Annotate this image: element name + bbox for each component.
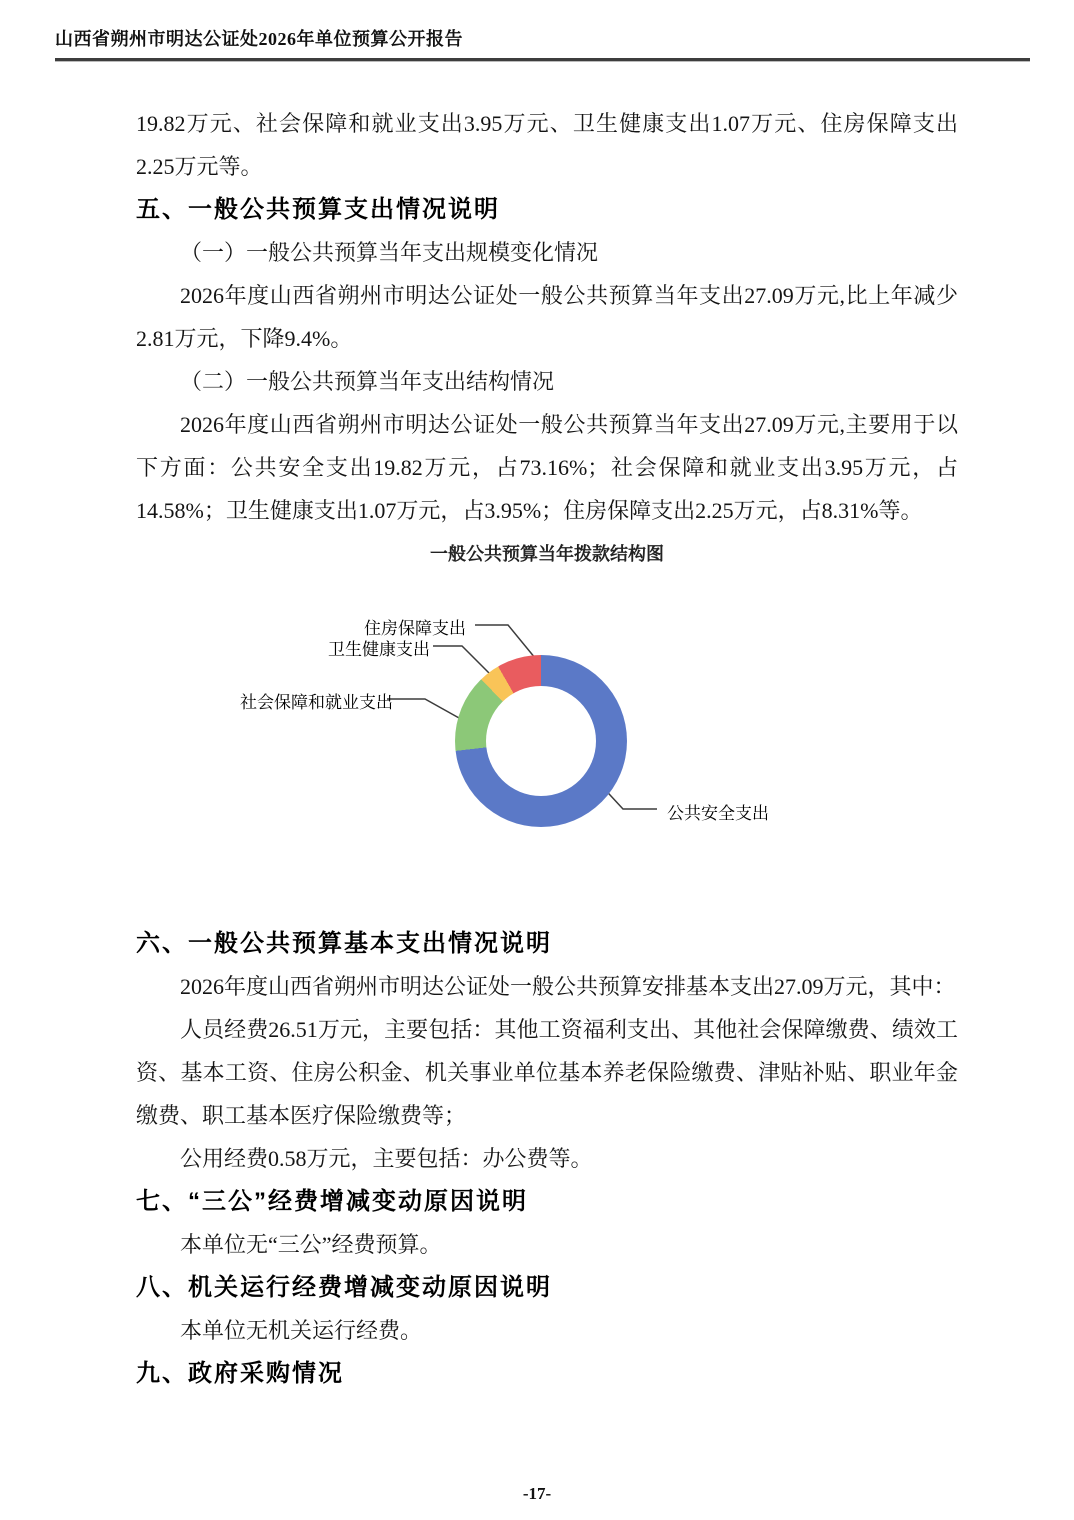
chart-label-housing: 住房保障支出 <box>364 619 466 638</box>
donut-ring <box>455 655 627 827</box>
document-header-title: 山西省朔州市明达公证处2026年单位预算公开报告 <box>55 29 463 49</box>
heading-section-8: 八、机关运行经费增减变动原因说明 <box>136 1274 552 1301</box>
paragraph-5-1: 2026年度山西省朔州市明达公证处一般公共预算当年支出27.09万元,比上年减少2.81万元，下降9.4%。 <box>136 283 958 351</box>
paragraph-8-1: 本单位无机关运行经费。 <box>180 1318 423 1343</box>
page-header <box>0 0 1074 62</box>
paragraph-6-1: 2026年度山西省朔州市明达公证处一般公共预算安排基本支出27.09万元，其中： <box>180 974 956 999</box>
paragraph-6-3: 公用经费0.58万元，主要包括：办公费等。 <box>180 1146 593 1171</box>
heading-section-6: 六、一般公共预算基本支出情况说明 <box>136 930 552 957</box>
paragraph-carryover: 19.82万元、社会保障和就业支出3.95万元、卫生健康支出1.07万元、住房保障支出2.25万元等。 <box>136 111 958 179</box>
subheading-5-2: （二）一般公共预算当年支出结构情况 <box>180 369 555 394</box>
page-number: -17- <box>522 1484 552 1503</box>
heading-section-9: 九、政府采购情况 <box>136 1360 344 1387</box>
budget-donut-chart <box>136 532 958 922</box>
document-body <box>136 62 958 1395</box>
chart-label-public-security: 公共安全支出 <box>667 804 769 823</box>
chart-label-health: 卫生健康支出 <box>328 640 430 659</box>
page-footer <box>0 1484 1074 1504</box>
chart-title: 一般公共预算当年拨款结构图 <box>430 544 664 564</box>
heading-section-7: 七、“三公”经费增减变动原因说明 <box>136 1188 528 1215</box>
chart-label-social: 社会保障和就业支出 <box>240 693 393 712</box>
paragraph-5-2: 2026年度山西省朔州市明达公证处一般公共预算当年支出27.09万元,主要用于以下方面：公共安全支出19.82万元，占73.16%；社会保障和就业支出3.95万元，占14.58%；卫生健康支出1.07万元，占3.95%；住房保障支出2.25万元，占8.31%等。 <box>136 412 958 523</box>
subheading-5-1: （一）一般公共预算当年支出规模变化情况 <box>180 240 599 265</box>
heading-section-5: 五、一般公共预算支出情况说明 <box>136 196 500 223</box>
paragraph-6-2: 人员经费26.51万元，主要包括：其他工资福利支出、其他社会保障缴费、绩效工资、基本工资、住房公积金、机关事业单位基本养老保险缴费、津贴补贴、职业年金缴费、职工基本医疗保险缴费等； <box>136 1017 958 1128</box>
paragraph-7-1: 本单位无“三公”经费预算。 <box>180 1232 442 1257</box>
leader-line-social <box>387 699 468 723</box>
